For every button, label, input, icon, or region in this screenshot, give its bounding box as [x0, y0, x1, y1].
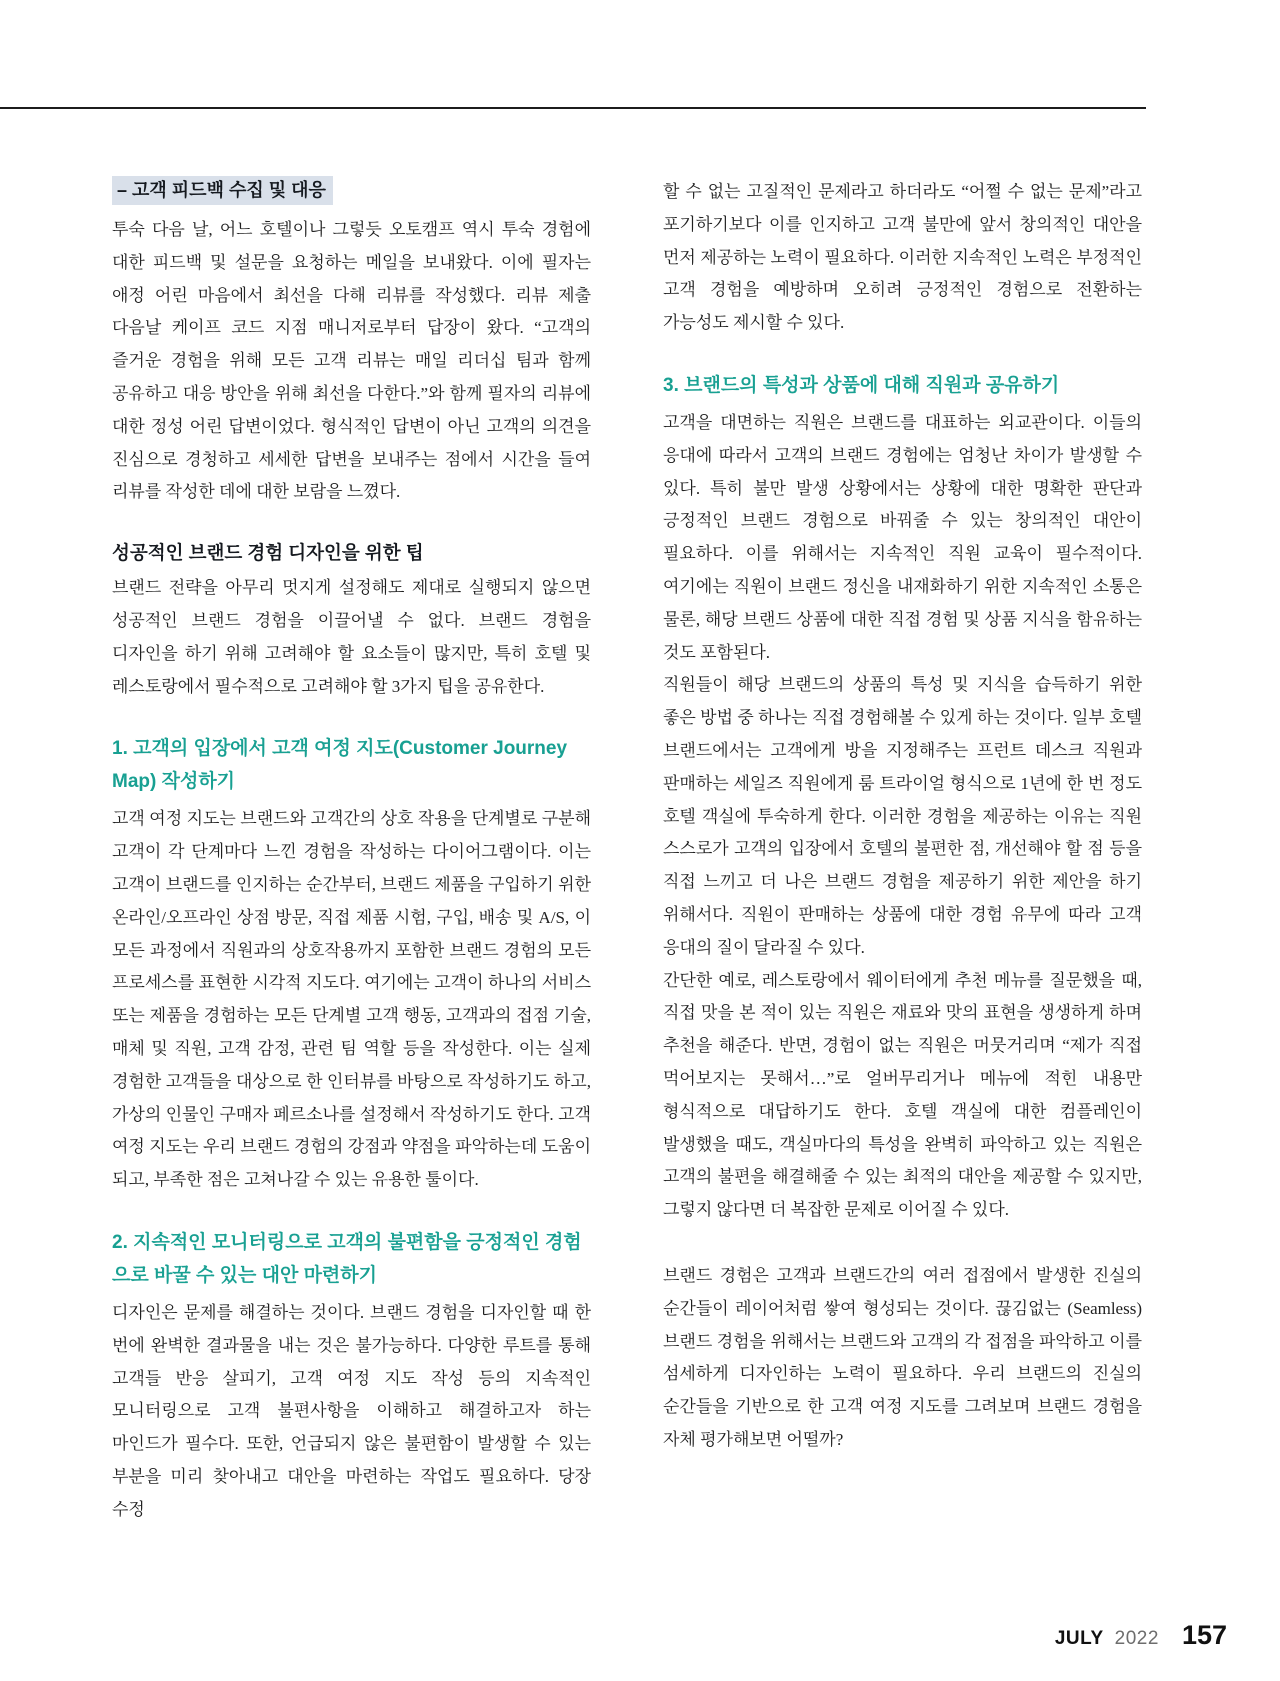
tip3-paragraph-2: 직원들이 해당 브랜드의 상품의 특성 및 지식을 습득하기 위한 좋은 방법 중 하나는 직접 경험해볼 수 있게 하는 것이다. 일부 호텔 브랜드에서는 고객에게 방을 지정해주는 프런트 데스크 직원과 판매하는 세일즈 직원에게 룸 트라이얼 형식으로 1년에 한 번 정도 호텔 객실에 투숙하게 한다. 이러한 경험을 제공하는 이유는 직원 스스로가 고객의 입장에서 호텔의 불편한 점, 개선해야 할 점 등을 직접 느끼고 더 나은 브랜드 경험을 제공하기 위한 제안을 하기 위해서다. 직원이 판매하는 상품에 대한 경험 유무에 따라 고객 응대의 질이 달라질 수 있다.	[663, 675, 1142, 957]
closing-paragraph: 브랜드 경험은 고객과 브랜드간의 여러 접점에서 발생한 진실의 순간들이 레이어처럼 쌓여 형성되는 것이다. 끊김없는 (Seamless) 브랜드 경험을 위해서는 브랜드와 고객의 각 접점을 파악하고 이를 섬세하게 디자인하는 노력이 필요하다. 우리 브랜드의 진실의 순간들을 기반으로 한 고객 여정 지도를 그려보며 브랜드 경험을 자체 평가해보면 어떨까?	[663, 1265, 1142, 1449]
left-column	[112, 176, 591, 1527]
right-column	[663, 176, 1142, 1527]
tips-section-heading: 성공적인 브랜드 경험 디자인을 위한 팁	[112, 542, 424, 564]
page-footer	[1055, 1620, 1227, 1651]
feedback-section-heading: – 고객 피드백 수집 및 대응	[112, 176, 333, 205]
tips-intro-paragraph: 브랜드 전략을 아무리 멋지게 설정해도 제대로 실행되지 않으면 성공적인 브랜드 경험을 이끌어낼 수 없다. 브랜드 경험을 디자인을 하기 위해 고려해야 할 요소들이 많지만, 특히 호텔 및 레스토랑에서 필수적으로 고려해야 할 3가지 팁을 공유한다.	[112, 578, 591, 696]
tip1-heading: 1. 고객의 입장에서 고객 여정 지도(Customer Journey Map) 작성하기	[112, 738, 568, 793]
top-rule-divider	[0, 107, 1146, 109]
footer-page-number: 157	[1181, 1620, 1227, 1650]
tip3-paragraph-1: 고객을 대면하는 직원은 브랜드를 대표하는 외교관이다. 이들의 응대에 따라서 고객의 브랜드 경험에는 엄청난 차이가 발생할 수 있다. 특히 불만 발생 상황에서는 상황에 대한 명확한 판단과 긍정적인 브랜드 경험으로 바꿔줄 수 있는 창의적인 대안이 필요하다. 이를 위해서는 지속적인 직원 교육이 필수적이다. 여기에는 직원이 브랜드 정신을 내재화하기 위한 지속적인 소통은 물론, 해당 브랜드 상품에 대한 직접 경험 및 상품 지식을 함유하는 것도 포함된다.	[663, 412, 1142, 662]
tip2-heading: 2. 지속적인 모니터링으로 고객의 불편함을 긍정적인 경험으로 바꿀 수 있는 대안 마련하기	[112, 1231, 582, 1286]
article-columns	[112, 176, 1142, 1527]
tip3-heading: 3. 브랜드의 특성과 상품에 대해 직원과 공유하기	[663, 374, 1060, 396]
feedback-paragraph: 투숙 다음 날, 어느 호텔이나 그렇듯 오토캠프 역시 투숙 경험에 대한 피드백 및 설문을 요청하는 메일을 보내왔다. 이에 필자는 애정 어린 마음에서 최선을 다해 리뷰를 작성했다. 리뷰 제출 다음날 케이프 코드 지점 매니저로부터 답장이 왔다. “고객의 즐거운 경험을 위해 모든 고객 리뷰는 매일 리더십 팀과 함께 공유하고 대응 방안을 위해 최선을 다한다.”와 함께 필자의 리뷰에 대한 정성 어린 답변이었다. 형식적인 답변이 아닌 고객의 의견을 진심으로 경청하고 세세한 답변을 보내주는 점에서 시간을 들여 리뷰를 작성한 데에 대한 보람을 느꼈다.	[112, 220, 591, 502]
tip2-continuation-paragraph: 할 수 없는 고질적인 문제라고 하더라도 “어쩔 수 없는 문제”라고 포기하기보다 이를 인지하고 고객 불만에 앞서 창의적인 대안을 먼저 제공하는 노력이 필요하다. 이러한 지속적인 노력은 부정적인 고객 경험을 예방하며 오히려 긍정적인 경험으로 전환하는 가능성도 제시할 수 있다.	[663, 182, 1142, 333]
footer-month: JULY	[1054, 1628, 1104, 1649]
footer-year: 2022	[1114, 1628, 1159, 1649]
tip3-paragraph-3: 간단한 예로, 레스토랑에서 웨이터에게 추천 메뉴를 질문했을 때, 직접 맛을 본 적이 있는 직원은 재료와 맛의 표현을 생생하게 하며 추천을 해준다. 반면, 경험이 없는 직원은 머뭇거리며 “제가 직접 먹어보지는 못해서…”로 얼버무리거나 메뉴에 적힌 내용만 형식적으로 대답하기도 한다. 호텔 객실에 대한 컴플레인이 발생했을 때도, 객실마다의 특성을 완벽히 파악하고 있는 직원은 고객의 불편을 해결해줄 수 있는 최적의 대안을 제공할 수 있지만, 그렇지 않다면 더 복잡한 문제로 이어질 수 있다.	[663, 970, 1142, 1220]
tip1-paragraph: 고객 여정 지도는 브랜드와 고객간의 상호 작용을 단계별로 구분해 고객이 각 단계마다 느낀 경험을 작성하는 다이어그램이다. 이는 고객이 브랜드를 인지하는 순간부터, 브랜드 제품을 구입하기 위한 온라인/오프라인 상점 방문, 직접 제품 시험, 구입, 배송 및 A/S, 이 모든 과정에서 직원과의 상호작용까지 포함한 브랜드 경험의 모든 프로세스를 표현한 시각적 지도다. 여기에는 고객이 하나의 서비스 또는 제품을 경험하는 모든 단계별 고객 행동, 고객과의 접점 기술, 매체 및 직원, 고객 감정, 관련 팀 역할 등을 작성한다. 이는 실제 경험한 고객들을 대상으로 한 인터뷰를 바탕으로 작성하기도 하고, 가상의 인물인 구매자 페르소나를 설정해서 작성하기도 한다. 고객 여정 지도는 우리 브랜드 경험의 강점과 약점을 파악하는데 도움이 되고, 부족한 점은 고쳐나갈 수 있는 유용한 툴이다.	[112, 809, 591, 1190]
tip2-paragraph: 디자인은 문제를 해결하는 것이다. 브랜드 경험을 디자인할 때 한 번에 완벽한 결과물을 내는 것은 불가능하다. 다양한 루트를 통해 고객들 반응 살피기, 고객 여정 지도 작성 등의 지속적인 모니터링으로 고객 불편사항을 이해하고 해결하고자 하는 마인드가 필수다. 또한, 언급되지 않은 불편함이 발생할 수 있는 부분을 미리 찾아내고 대안을 마련하는 작업도 필요하다. 당장 수정	[112, 1302, 591, 1519]
